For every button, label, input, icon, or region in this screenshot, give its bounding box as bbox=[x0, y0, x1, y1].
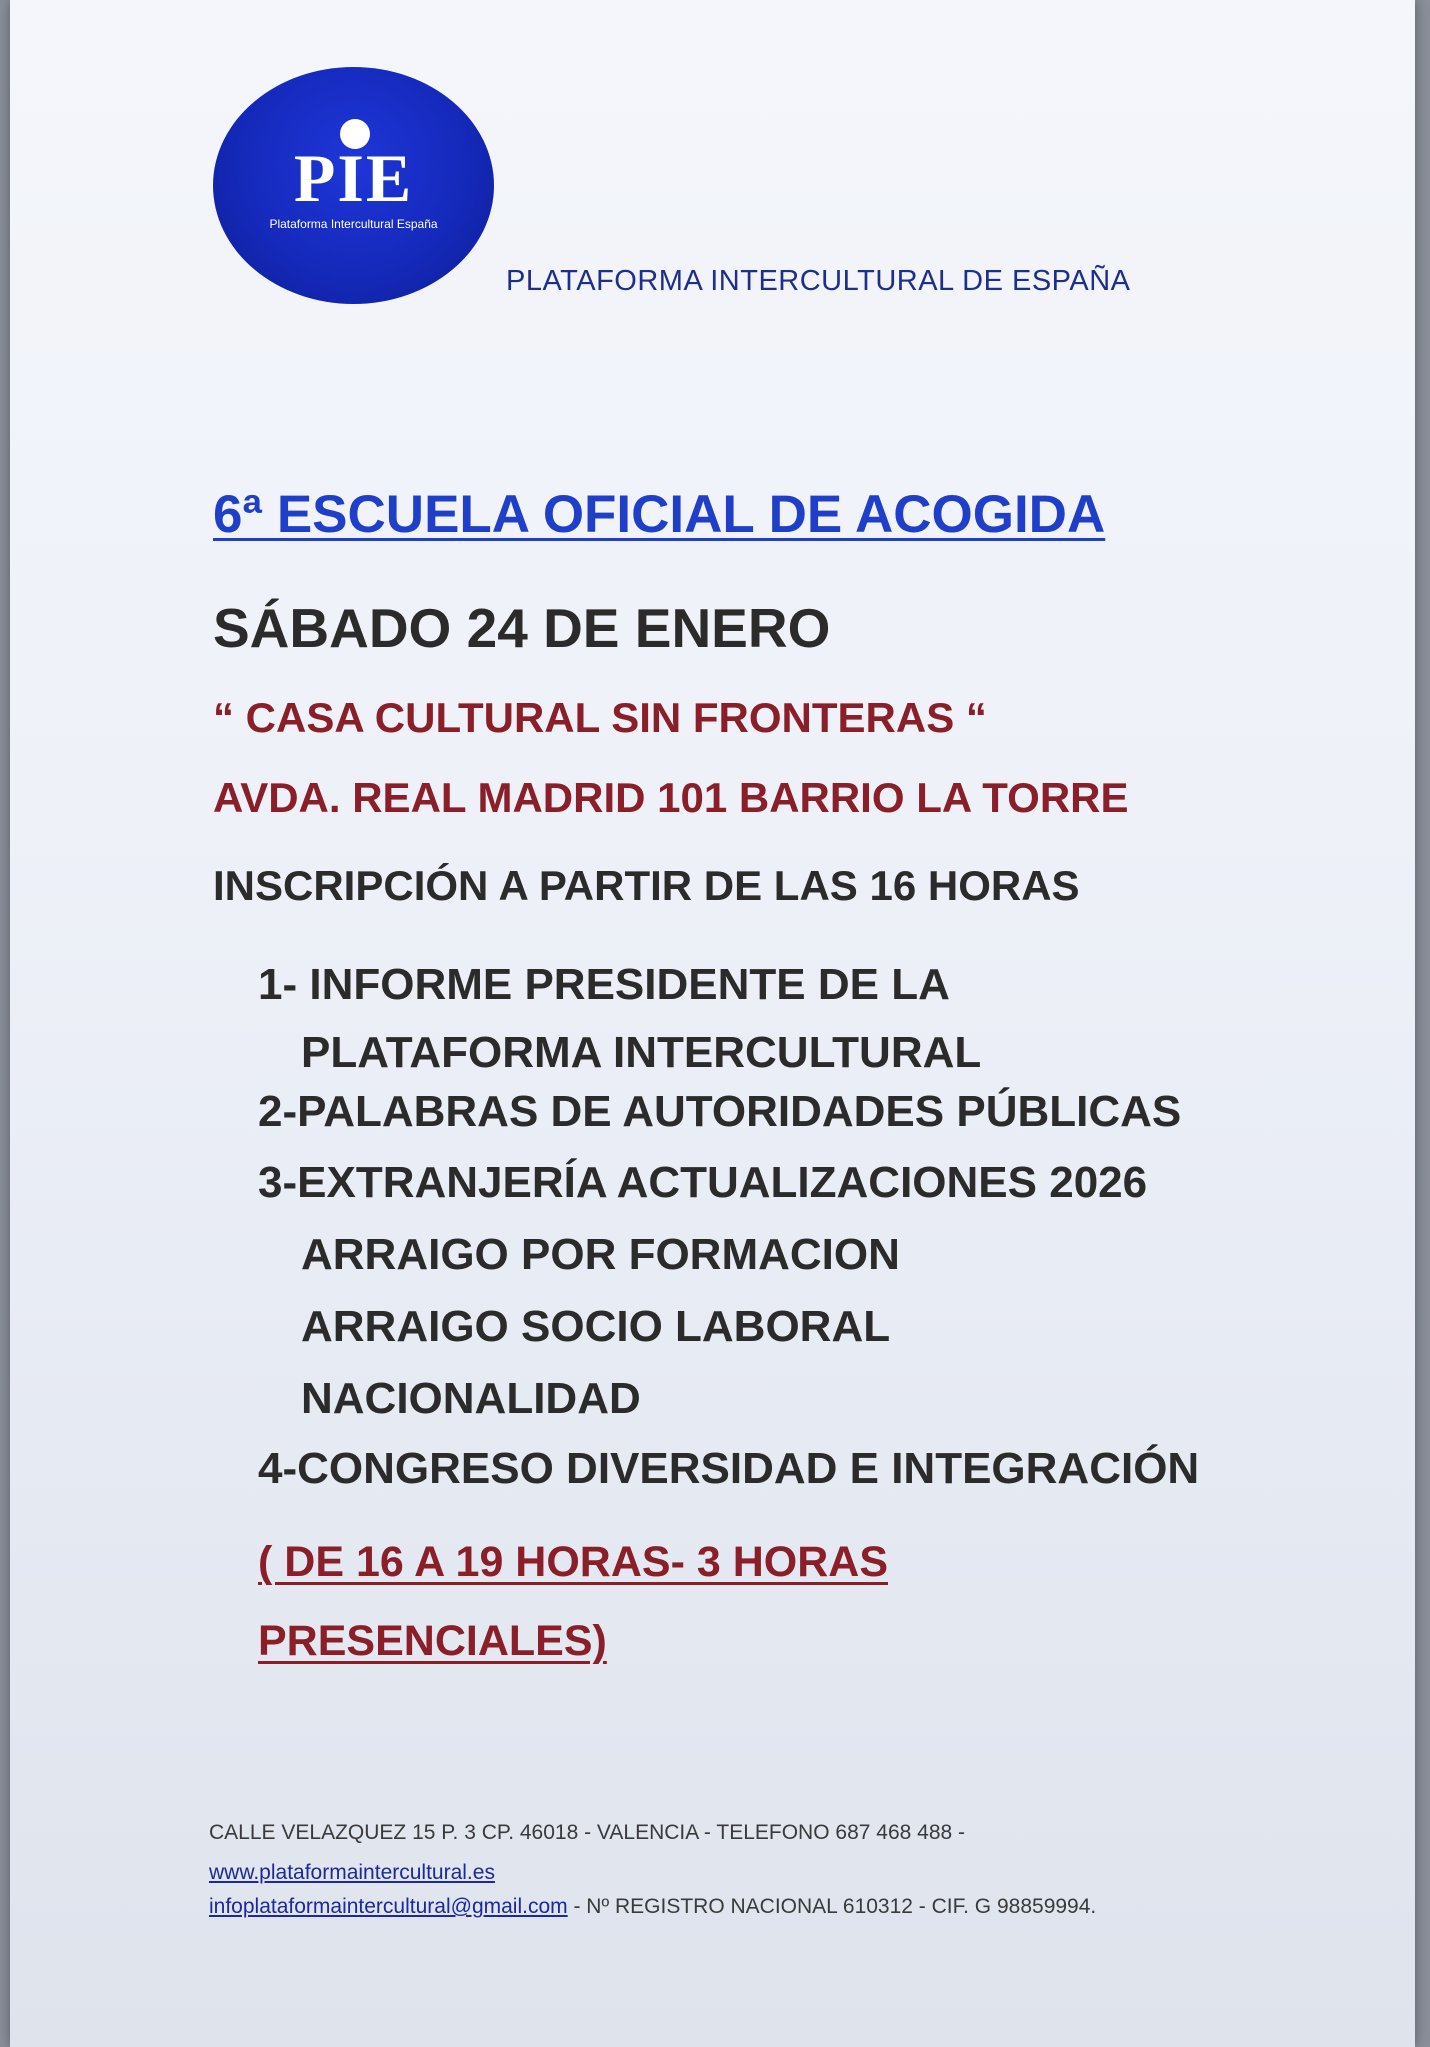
agenda-item-1: 1- INFORME PRESIDENTE DE LA bbox=[258, 960, 950, 1009]
event-venue: “ CASA CULTURAL SIN FRONTERAS “ bbox=[213, 694, 987, 741]
agenda-item-3: 3-EXTRANJERÍA ACTUALIZACIONES 2026 bbox=[258, 1158, 1148, 1207]
agenda-subitem: ARRAIGO SOCIO LABORAL bbox=[301, 1302, 891, 1351]
event-date: SÁBADO 24 DE ENERO bbox=[213, 597, 831, 659]
footer-contact bbox=[209, 1895, 1096, 1919]
hours-note-continued: PRESENCIALES) bbox=[258, 1617, 607, 1665]
logo-subtitle: Plataforma Intercultural España bbox=[269, 217, 438, 231]
footer-website-link[interactable]: www.plataformaintercultural.es bbox=[209, 1861, 495, 1884]
agenda-subitem: NACIONALIDAD bbox=[301, 1374, 641, 1423]
footer-email-link[interactable]: infoplataformaintercultural@gmail.com bbox=[209, 1895, 568, 1918]
event-address: AVDA. REAL MADRID 101 BARRIO LA TORRE bbox=[213, 774, 1129, 821]
registration-time: INSCRIPCIÓN A PARTIR DE LAS 16 HORAS bbox=[213, 862, 1080, 909]
flyer-sheet bbox=[10, 0, 1415, 2047]
hours-note: ( DE 16 A 19 HORAS- 3 HORAS bbox=[258, 1538, 889, 1586]
footer-address: CALLE VELAZQUEZ 15 P. 3 CP. 46018 - VALENCIA - TELEFONO 687 468 488 - bbox=[209, 1821, 965, 1844]
agenda-item-2: 2-PALABRAS DE AUTORIDADES PÚBLICAS bbox=[258, 1087, 1182, 1136]
logo-initials: PIE bbox=[293, 140, 414, 216]
agenda-item-1-continued: PLATAFORMA INTERCULTURAL bbox=[301, 1028, 982, 1077]
pie-logo bbox=[213, 67, 494, 304]
event-title: 6ª ESCUELA OFICIAL DE ACOGIDA bbox=[213, 485, 1106, 544]
footer-registry: - Nº REGISTRO NACIONAL 610312 - CIF. G 98859994. bbox=[567, 1895, 1097, 1918]
agenda-subitem: ARRAIGO POR FORMACION bbox=[301, 1230, 900, 1279]
agenda-item-4: 4-CONGRESO DIVERSIDAD E INTEGRACIÓN bbox=[258, 1444, 1200, 1493]
organization-name: PLATAFORMA INTERCULTURAL DE ESPAÑA bbox=[506, 265, 1131, 297]
